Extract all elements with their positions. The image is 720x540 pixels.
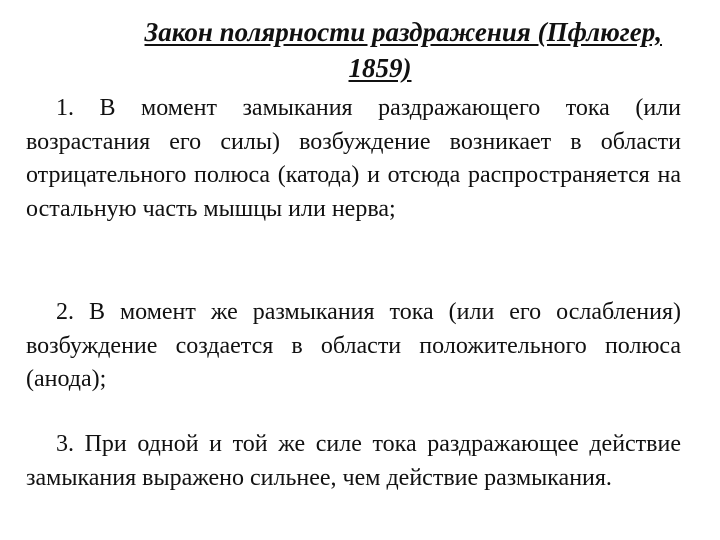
- paragraph-1: 1. В момент замыкания раздражающего тока (или возрастания его силы) возбуждение возникает в области отрицательного полюса (катода) и отсюда распространяется на остальную часть мышцы или нерва;: [26, 95, 681, 222]
- slide-title-line-1: Закон полярности раздражения (Пфлюгер,: [144, 17, 662, 47]
- slide-title: [0, 14, 720, 86]
- slide-title-line-2: 1859): [348, 53, 412, 83]
- paragraph-3: 3. При одной и той же силе тока раздражающее действие замыкания выражено сильнее, чем действие размыкания.: [26, 431, 681, 491]
- paragraph-2: 2. В момент же размыкания тока (или его ослабления) возбуждение создается в области положительного полюса (анода);: [26, 299, 681, 392]
